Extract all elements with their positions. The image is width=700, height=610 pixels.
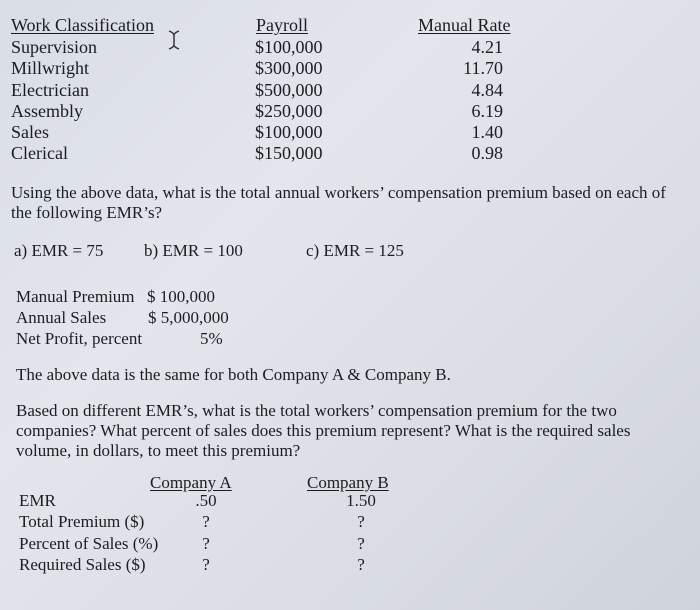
manual-premium-label: Manual Premium	[16, 287, 135, 306]
table-row-classification: Supervision	[11, 37, 98, 57]
statement-text: The above data is the same for both Company A & Company B.	[16, 365, 451, 384]
table-row-payroll: $100,000	[255, 37, 323, 57]
row-label-column	[19, 490, 158, 575]
company-a-column	[186, 490, 226, 575]
table-row-rate: 4.84	[471, 79, 503, 100]
option-a: a) EMR = 75	[14, 241, 104, 260]
table-cell-company-b: ?	[357, 512, 365, 532]
table-row-payroll: $300,000	[255, 58, 323, 79]
table-cell-company-b: ?	[357, 554, 365, 574]
annual-sales-value: $ 5,000,000	[148, 308, 229, 327]
header-payroll: Payroll	[256, 15, 308, 35]
table-cell-company-a: ?	[202, 512, 210, 532]
option-b: b) EMR = 100	[144, 241, 243, 260]
table-row-rate: 6.19	[471, 100, 503, 121]
table-row-label: Percent of Sales (%)	[19, 533, 159, 553]
net-profit-label: Net Profit, percent	[16, 329, 143, 348]
manual-premium-value: $ 100,000	[147, 287, 215, 306]
net-profit-value: 5%	[200, 329, 223, 348]
table-cell-company-a: .50	[195, 491, 217, 510]
table-cell-company-a: ?	[202, 554, 210, 574]
table-row-rate: 0.98	[471, 143, 503, 164]
table-row-payroll: $500,000	[255, 79, 323, 100]
table-cell-company-b: 1.50	[346, 491, 376, 510]
table-row-rate: 4.21	[471, 37, 503, 57]
header-company-b: Company B	[307, 473, 389, 492]
table-row-payroll: $100,000	[255, 122, 323, 143]
table-row-classification: Assembly	[11, 100, 83, 121]
payroll-column	[255, 37, 323, 165]
header-company-a: Company A	[150, 473, 232, 492]
table-row-label: Required Sales ($)	[19, 554, 146, 574]
question-1-text: Using the above data, what is the total annual workers’ compensation premium based on each of the following EMR’s?	[11, 183, 666, 222]
annual-sales-label: Annual Sales	[16, 308, 107, 327]
table-row-rate: 11.70	[463, 58, 503, 79]
table-row-label: EMR	[19, 491, 56, 510]
table-row-classification: Sales	[11, 122, 49, 143]
classification-column	[11, 37, 97, 165]
question-2-text: Based on different EMR’s, what is the total workers’ compensation premium for the two companies? What percent of sales does this premium represent? What is the required sales volume, in dollars, to meet this premium?	[16, 401, 631, 460]
table-cell-company-a: ?	[202, 533, 210, 553]
table-row-classification: Millwright	[11, 58, 90, 79]
table-row-label: Total Premium ($)	[19, 512, 145, 532]
company-b-column	[336, 490, 386, 575]
table-row-payroll: $250,000	[255, 100, 323, 121]
header-work-classification: Work Classification	[11, 15, 155, 35]
table-cell-company-b: ?	[357, 533, 365, 553]
table-row-payroll: $150,000	[255, 143, 323, 164]
manual-rate-column	[440, 37, 503, 165]
table-row-rate: 1.40	[471, 122, 503, 143]
header-manual-rate: Manual Rate	[418, 15, 511, 35]
table-row-classification: Clerical	[11, 143, 68, 164]
text-cursor-icon	[167, 29, 181, 51]
table-row-classification: Electrician	[11, 79, 89, 100]
option-c: c) EMR = 125	[306, 241, 404, 260]
